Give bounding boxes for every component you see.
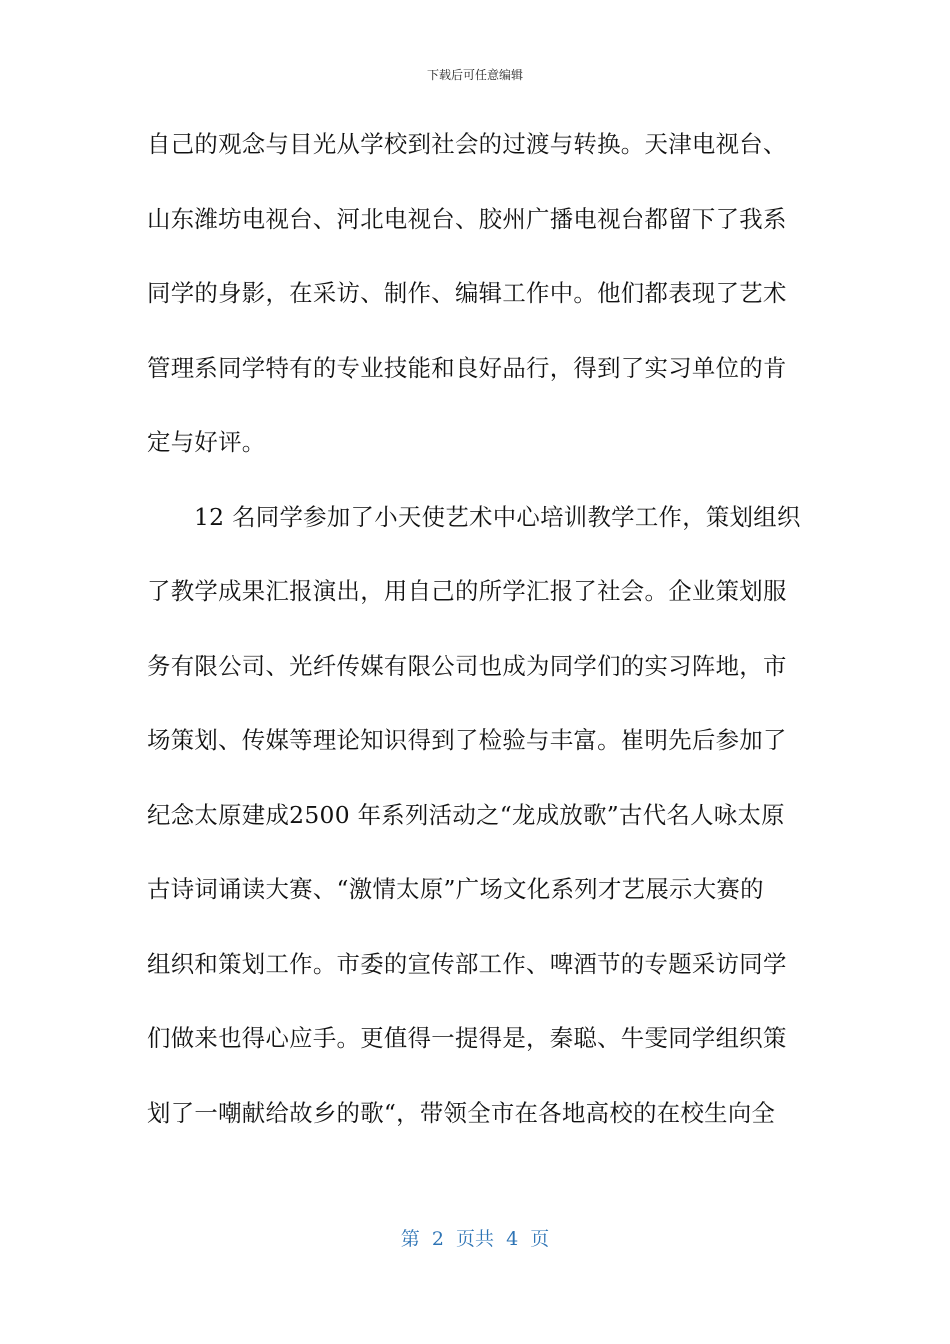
body-text — [147, 118, 807, 1161]
text-line: 了教学成果汇报演出，用自己的所学汇报了社会。企业策划服 — [147, 577, 787, 605]
text-line: 组织和策划工作。市委的宣传部工作、啤酒节的专题采访同学 — [147, 949, 787, 978]
text-line: 纪念太原建成2500 年系列活动之“龙成放歌”古代名人咏太原 — [147, 800, 785, 829]
text-line: 管理系同学特有的专业技能和良好品行，得到了实习单位的肯 — [147, 353, 787, 382]
page-header: 下载后可任意编辑 — [426, 68, 523, 82]
text-line: 古诗词诵读大赛、“激情太原”广场文化系列才艺展示大赛的 — [147, 875, 764, 903]
text-line: 同学的身影，在采访、制作、编辑工作中。他们都表现了艺术 — [147, 279, 787, 307]
text-line: 场策划、传媒等理论知识得到了检验与丰富。崔明先后参加了 — [147, 726, 787, 754]
text-line: 划了一嘲献给故乡的歌“，带领全市在各地高校的在校生向全 — [147, 1098, 776, 1127]
text-line: 们做来也得心应手。更值得一提得是，秦聪、牛雯同学组织策 — [147, 1024, 787, 1052]
text-line: 自己的观念与目光从学校到社会的过渡与转换。天津电视台、 — [147, 130, 787, 158]
text-line: 务有限公司、光纤传媒有限公司也成为同学们的实习阵地，市 — [147, 651, 787, 680]
text-line: 山东潍坊电视台、河北电视台、胶州广播电视台都留下了我系 — [147, 204, 787, 233]
page-number-footer: 第 2 页共 4 页 — [400, 1228, 550, 1250]
text-line: 定与好评。 — [147, 428, 266, 456]
text-line-indented: 12 名同学参加了小天使艺术中心培训教学工作，策划组织 — [194, 502, 801, 531]
